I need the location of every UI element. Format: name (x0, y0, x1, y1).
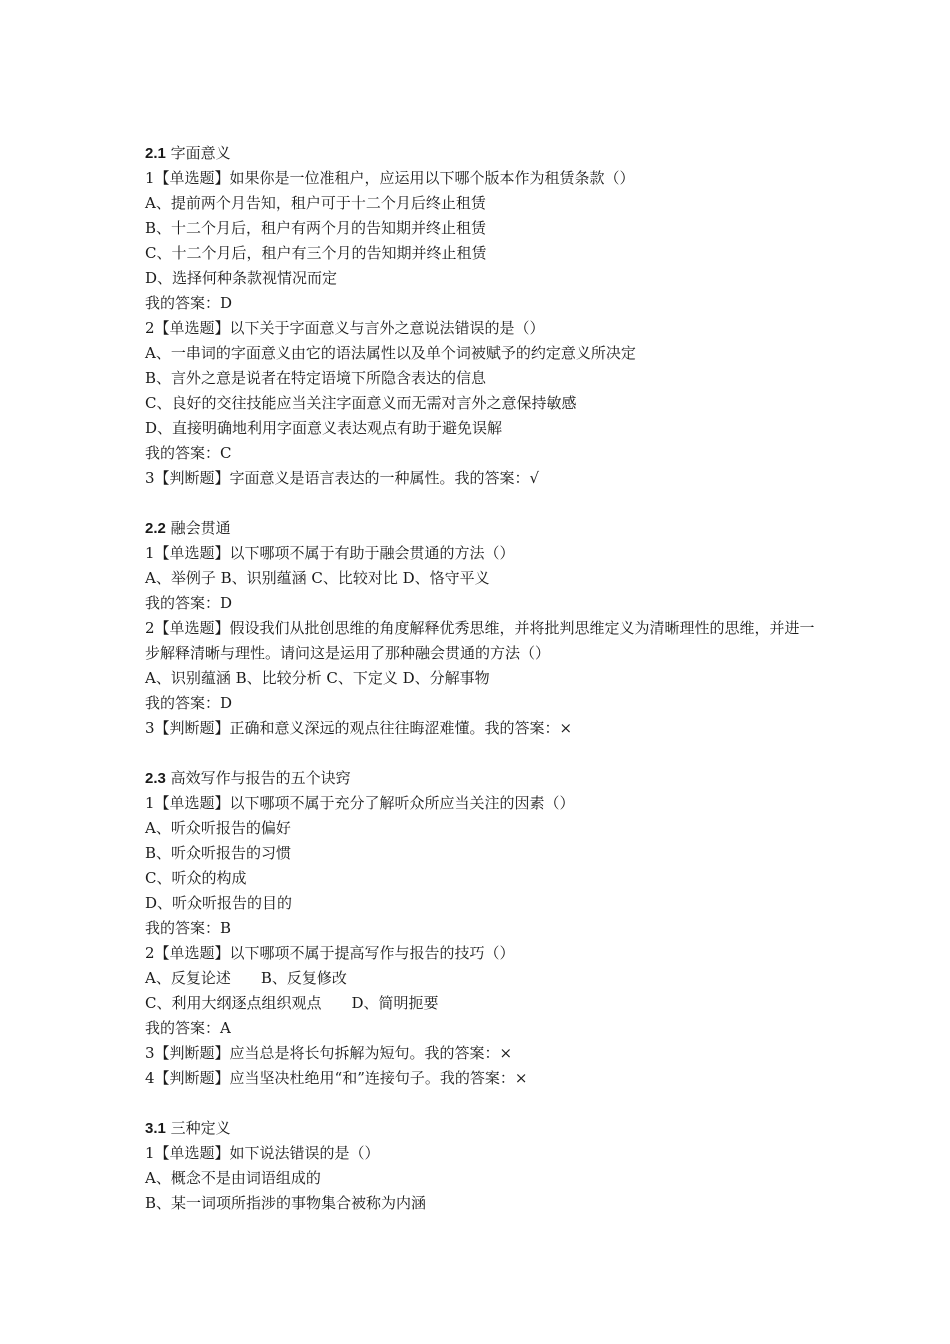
option-text: A、识别蕴涵 B、比较分析 C、下定义 D、分解事物 (145, 669, 490, 687)
option-text: C、良好的交往技能应当关注字面意义而无需对言外之意保持敏感 (145, 394, 577, 412)
answer-text: 我的答案：D (145, 594, 233, 612)
question-text: 1【单选题】以下哪项不属于有助于融会贯通的方法（） (145, 544, 515, 562)
question-text: 3【判断题】正确和意义深远的观点往往晦涩难懂。我的答案：× (145, 719, 573, 737)
section-number: 2.1 (145, 145, 166, 162)
option-text: D、选择何种条款视情况而定 (145, 269, 338, 287)
option-text: A、概念不是由词语组成的 (145, 1169, 321, 1187)
option-text: A、提前两个月告知，租户可于十二个月后终止租赁 (145, 194, 486, 212)
question-text: 2【单选题】假设我们从批创思维的角度解释优秀思维，并将批判思维定义为清晰理性的思维，并进一步解释清晰与理性。请问这是运用了那种融会贯通的方法（） (145, 619, 815, 662)
option-text: B、听众听报告的习惯 (145, 844, 292, 862)
option-text: A、举例子 B、识别蕴涵 C、比较对比 D、恪守平义 (145, 569, 490, 587)
section-title: 高效写作与报告的五个诀窍 (170, 769, 351, 787)
section-heading (145, 766, 825, 791)
section-3-1 (145, 1116, 825, 1216)
option-text: A、一串词的字面意义由它的语法属性以及单个词被赋予的约定意义所决定 (145, 344, 636, 362)
question-text: 3【判断题】应当总是将长句拆解为短句。我的答案：× (145, 1044, 513, 1062)
question-text: 1【单选题】如下说法错误的是（） (145, 1144, 380, 1162)
section-2-2 (145, 516, 825, 741)
option-text: C、听众的构成 (145, 869, 247, 887)
option-text: C、十二个月后，租户有三个月的告知期并终止租赁 (145, 244, 487, 262)
option-text: A、听众听报告的偏好 (145, 819, 291, 837)
answer-text: 我的答案：D (145, 694, 233, 712)
answer-text: 我的答案：A (145, 1019, 231, 1037)
document-page (145, 141, 825, 1241)
section-title: 融会贯通 (170, 519, 231, 537)
question-text: 2【单选题】以下哪项不属于提高写作与报告的技巧（） (145, 944, 515, 962)
section-number: 2.3 (145, 770, 166, 787)
section-heading (145, 1116, 825, 1141)
question-text: 4【判断题】应当坚决杜绝用“和”连接句子。我的答案：× (145, 1069, 528, 1087)
answer-text: 我的答案：C (145, 444, 232, 462)
section-title: 字面意义 (170, 144, 231, 162)
section-heading (145, 141, 825, 166)
section-number: 2.2 (145, 520, 166, 537)
section-heading (145, 516, 825, 541)
option-text: A、反复论述 B、反复修改 (145, 969, 347, 987)
section-number: 3.1 (145, 1120, 166, 1137)
question-text: 3【判断题】字面意义是语言表达的一种属性。我的答案：√ (145, 469, 540, 487)
option-text: C、利用大纲逐点组织观点 D、简明扼要 (145, 994, 439, 1012)
question-text: 2【单选题】以下关于字面意义与言外之意说法错误的是（） (145, 319, 545, 337)
option-text: D、听众听报告的目的 (145, 894, 293, 912)
answer-text: 我的答案：D (145, 294, 233, 312)
option-text: B、十二个月后，租户有两个月的告知期并终止租赁 (145, 219, 487, 237)
option-text: B、言外之意是说者在特定语境下所隐含表达的信息 (145, 369, 487, 387)
option-text: D、直接明确地利用字面意义表达观点有助于避免误解 (145, 419, 503, 437)
section-2-3 (145, 766, 825, 1091)
section-title: 三种定义 (170, 1119, 231, 1137)
question-text: 1【单选题】如果你是一位准租户，应运用以下哪个版本作为租赁条款（） (145, 169, 635, 187)
option-text: B、某一词项所指涉的事物集合被称为内涵 (145, 1194, 427, 1212)
answer-text: 我的答案：B (145, 919, 232, 937)
question-text: 1【单选题】以下哪项不属于充分了解听众所应当关注的因素（） (145, 794, 575, 812)
section-2-1 (145, 141, 825, 491)
